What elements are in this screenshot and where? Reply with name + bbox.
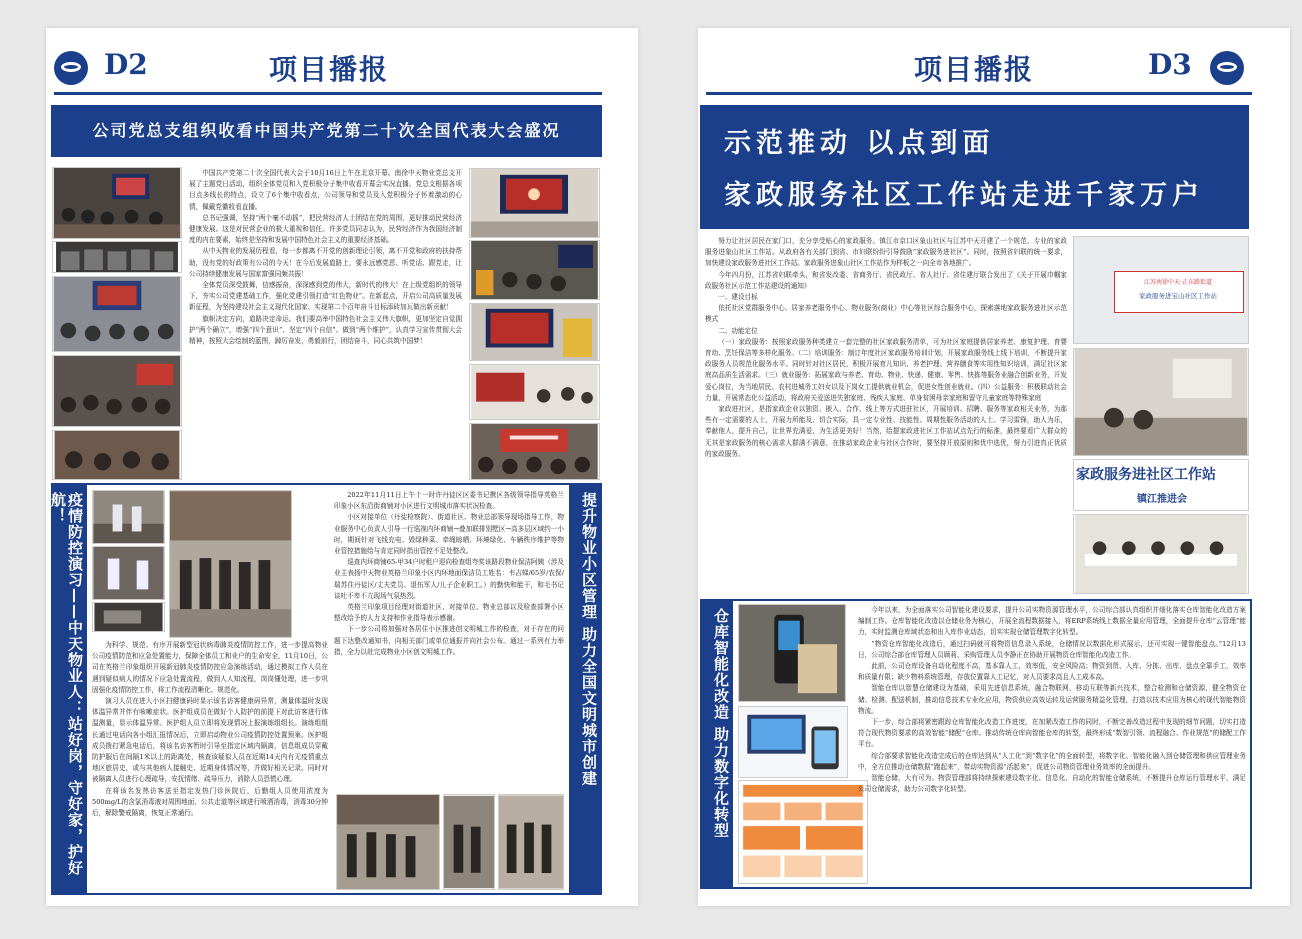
- paragraph: 在将该名发热访客送至指定发热门诊医院后，后勤组人员使用浓度为500mg/L的含氯消毒液对周围地面、公共走道等区域进行喷洒消毒，消毒30分钟后，解除警戒隔离，恢复正常通行。: [92, 786, 328, 818]
- paragraph: 一、建设目标: [718, 293, 758, 302]
- inspection-photo-1: [169, 490, 292, 638]
- drill-photo-2: [92, 546, 165, 600]
- article-warehouse: [858, 605, 1246, 885]
- headline-line-2: 家政服务社区工作站走进千家万户: [724, 180, 1204, 211]
- paragraph: 巡查内环商铺65-甲34户时租户迎向检查组夸奖该路段物业保洁阿姨（涉及业主表扬中天物业英格兰印象小区内环地面保洁员工姓名：韦吉娣/65岁/农保/瑞苏住丹徒区/丈夫党员、退伍军人/儿子企业职工。）的勤快和能干，和毛书记谈吐不卑不亢现场气氛热烈。: [334, 558, 564, 600]
- paragraph: 中国共产党第二十次全国代表大会于10月16日上午在北京开幕。南徐中天物业党总支开展了主题党日活动，组织全体党员和入党积极分子集中收看开幕会实况直播。党总支根据各项目点多线长的特点，设立了6个集中收看点，公司领导和党员及入党积极分子怀着激动的心情，佩戴党徽收看直播。: [189, 169, 462, 211]
- paragraph: 从中天物业的发展历程看，每一步都离不开党的创新理论引领，离不开党和政府的扶持帮助，没有党的好政策有公司的今天！在今后发展道路上，要永远感党恩、听党话、跟党走，让公司持续健康发展与国家富强同频共振！: [189, 247, 462, 278]
- paragraph: 旗帜决定方向，道路决定命运。我们要高举中国特色社会主义伟大旗帜，更加坚定自觉拥护“两个确立”，增强“四个意识”、坚定“四个自信”、做到“两个维护”，认真学习宣传贯彻大会精神，按照大会绘制的蓝图，踔厉奋发，勇毅前行，团结奋斗，同心共筑中国梦！: [189, 314, 462, 346]
- paragraph: 二、功能定位: [718, 326, 758, 335]
- broadcast-photo: [469, 168, 600, 238]
- office-photo: [1073, 348, 1249, 456]
- paragraph: 依托社区党群服务中心、居家养老服务中心、物业服务(商业）中心等社区综合服务中心，探索落地家政服务进社区示范模式: [705, 304, 1067, 324]
- paragraph: 努力让社区居民在家门口，充分享受贴心的家政服务。镇江市京口区象山社区与江苏中天开建了一个规范、专业的家政服务进象山社区工作站。从政府各有关部门到省、市妇联纷纷引导鼓励“家政服务进社区”。同时，按照省妇联的统一要求，加快建设家政服务进社区工作站。家政服务进象山社区工作站作为样板之一向全市各地推广。: [705, 237, 1067, 268]
- sign-line-2: 家政服务进宝山社区工作站: [1139, 292, 1217, 300]
- photo-banner: [1073, 459, 1249, 511]
- meeting-photo-5: [52, 430, 182, 480]
- paragraph: 今年四月份，江苏省妇联牵头，和省发改委、省商务厅、省民政厅、省人社厅、省住建厅联合发出了《关于开展巾帼家政服务社区示范工作站建设的通知》: [705, 270, 1067, 290]
- headline-banner: [700, 105, 1249, 229]
- paragraph: 下一步公司将加强对各居住小区推进创文明城工作的检查，对于存在的问题下达整改通知书，向相关部门或单位通报并向社会公布。通过一系列有力举措，全力以赴完成物业小区创文明城工作。: [334, 625, 564, 656]
- meeting-photo-4: [52, 355, 182, 427]
- paragraph: 演习人员在进入小区扫健康码时显示该名访客健康码异常，测量体温时发现体温异常并伴有咳嗽症状。医护组成员在做好个人防护的前提下对此访客进行体温测量，显示体温异常。医护组人员立即将发现情况上报演练组组长。演练组组长通过电话向各小组汇报情况后，立即启动物业公司疫情防控处置预案。医护组成员拨打紧急电话后，将该名访客暂时引导至指定区域内隔离，信息组成员穿戴防护服后在间隔1米以上的距离处，核查该疑似人员在近期14天内有无疫情重点地区旅居史，或与其他病人接触史、近期身体情况等，并做好相关记录。同时对被隔离人员进行心理疏导，安抚情绪、疏导压力，消除人员恐慌心理。: [92, 697, 328, 784]
- scanner-photo: [738, 604, 846, 702]
- photo-banner-title: 家政服务进社区工作站: [1076, 467, 1216, 483]
- header-rule: [706, 92, 1252, 95]
- workstation-sign-photo: [1073, 236, 1249, 344]
- section-title: 项目播报: [914, 53, 1035, 86]
- left-page: [46, 28, 638, 906]
- section-title: 项目播报: [269, 53, 390, 86]
- headline-line-1: 示范推动 以点到面: [724, 128, 995, 159]
- paragraph: 此前，公司仓库设备自动化程度不高，基本靠人工，效率低，安全风险高；物资到货、入库、分拣、出库、盘点全靠手工，效率和质量有限；缺少物料系统管理，存放位置靠人工记忆，对人员要求高且人工成本高。: [858, 662, 1246, 682]
- paragraph: 综合部要求智能化改造完成后的仓库达到从“人工化”到“数字化”的全面转型，将数字化、智能化融入到仓储管理和供应管理业务中，全方位推动仓储数据“跑起来”，带动实物资源“活起来”，促进公司物资管理业务效率的全面提升。: [858, 751, 1246, 771]
- paragraph: 智能仓库以智慧仓储建设为基础，采用先进信息系统，融合物联网、移动互联等新兴技术，整合检测和仓储资源，健全物资仓储、检测、配送机制，推动信息技术专业化应用，物资供应高效运转及运营服务精益化管理，打造以技术应用为核心的现代智能物资物流。: [858, 684, 1246, 715]
- company-logo-icon: [1210, 51, 1244, 85]
- paragraph: 为科学、规范、有序开展新型冠状病毒肺炎疫情防控工作，进一步提高物业公司疫情防范和应急处置能力，保障全体员工和业户的生命安全，11月10日，公司在英格兰印象组织开展新冠肺炎疫情防控应急演练活动，通过模拟工作人员在遇到疑似病人的情况下应急处置流程，做到人人知流程，岗岗懂处理，进一步巩固强化疫情防控工作，将工作流程清晰化、规范化。: [92, 641, 328, 694]
- paragraph: 小区对接单位（丹徒检察院）、街道社区、物业总部领导现场指导工作，物业服务中心负责人引导一行巡视内环商铺→叠加联排别墅区→高多层区域约一小时，期间针对飞线充电、毁绿种菜、牵绳晾晒、环境绿化、车辆秩序维护等物业管控措施给与肯定同时指出管控不足处整改。: [334, 513, 564, 556]
- paragraph: 家政进社区，是指家政企业以独资、嵌入、合作、线上等方式进驻社区，开展培训、招聘、服务等家政相关业务，为那些有一定需要的人士，开展力所能及、切合实际，具一定专业性、技能性、周期性服务活动的人士。学习雷锋，助人为乐，奉献他人，提升自己，让世界充满爱，为生活更美好！当然，给提家政进社区工作站试点先行的标准，最终要看广大群众的无其是家政服务的核心需求人群满不满意，在推动家政企业与社区合作时，要坚持开放原则和优中选优，努力引进真正优质的家政服务。: [705, 405, 1067, 458]
- article-epidemic-drill: [92, 640, 328, 892]
- drill-photo-1: [92, 490, 165, 544]
- paragraph: 英格兰印象项目经理对街道社区、对接单位、物业总部以及检查部署小区整改给予的人力支持和作业指导表示感谢。: [334, 603, 564, 623]
- article-civilization-check: [334, 490, 564, 790]
- side-title-civilization: 提升物业小区管理 助力全国文明城市创建: [569, 484, 601, 894]
- tv-photo: [469, 303, 600, 361]
- drill-photo-3: [92, 602, 165, 632]
- page-header: [54, 48, 630, 88]
- paragraph: 智能仓储，大有可为。物资管理部将持续探索建设数字化、信息化、自动化的智能仓储系统，不断提升仓库运行管理水平，满足公司仓储需求，助力公司数字化转型。: [858, 774, 1246, 794]
- headline-banner: [51, 105, 602, 157]
- side-title-warehouse: 仓库智能化改造 助力数字化转型: [701, 600, 733, 888]
- dashboard-photo: [738, 706, 848, 778]
- paragraph: 全体党员深受鼓舞，信感振奋，深深感到党的伟大，新时代的伟大！在上级党组织的领导下，夯实公司党建基础工作，强化党建引领打造“红色物业”。在新起点，开启公司高质量发展新征程，为坚持建设社会主义现代化国家、实现第二个百年奋斗目标添砖加瓦做出新贡献！: [189, 281, 462, 312]
- inspection-photo-2: [336, 794, 440, 890]
- meeting-photo-1: [52, 167, 182, 239]
- watching-photo: [469, 240, 600, 300]
- headline: 公司党总支组织收看中国共产党第二十次全国代表大会盛况: [92, 121, 561, 140]
- outdoor-photo: [469, 364, 600, 420]
- page-number: D2: [104, 48, 148, 81]
- paragraph: （一）家政服务：按照家政服务种类建立一套完整的社区家政服务清单，可为社区家庭提供居家养老、康复护理、育婴育幼、烹饪保洁等多样化服务。（二）培训服务：制订年度社区家政服务培训计划，开展家政服务线上线下培训，不断提升家政服务人员规范化服务水平。同时针对社区居民，积极开展育儿知识、养老护理、营养膳食等实用性知识培训，满足社区家庭高品质生活需求。（三）就业服务：拓展家政与养老、育幼、物业、快递、健康、零售、快拣等服务业融合创新业务，开发爱心岗位，为当地居民、农村进城务工妇女以及下岗女工提供就业机会，促进女性创业就业。（四）公益服务：积极联动社会力量，开展常态化公益活动，将政府关爱送进失独家庭、残疾人家庭、单身贫困母亲家庭和留守儿童家庭等特殊家庭: [705, 337, 1067, 402]
- right-page: [698, 28, 1290, 906]
- inspection-photo-3: [443, 794, 495, 890]
- page-header: [698, 48, 1290, 88]
- photo-banner-subtitle: 镇江推进会: [1137, 494, 1187, 505]
- inspection-photo-4: [498, 794, 564, 890]
- paragraph: “物资仓库智能化改造后，通过扫码就可将物资信息录入系统，仓储情况以数据化形式展示，还可实现一键智能盘点。”12月13日，公司综合部仓库管理人员顾莉、采购管理人员李静正在协助开展物资仓库智能化改造工作。: [858, 639, 1246, 659]
- sign-line-1: 江苏南徐中天·正东路街道: [1144, 279, 1212, 286]
- paragraph: 下一步，综合部将紧密跟踪仓库智能化改造工作进度，在加紧改造工作的同时，不断完善改造过程中发现的细节问题，切实打造符合现代物资要求的高效智能“储配”仓库。推动传统仓库向智能仓库的转型，最终形成“数智引领、流程融合、作业规范”的储配工作平台。: [858, 718, 1246, 749]
- conference-photo: [1073, 514, 1249, 594]
- company-logo-icon: [54, 51, 88, 85]
- meeting-photo-2: [52, 241, 182, 273]
- paragraph: 2022年11月11日上午十一时许丹徒区区委书记携区各级领导指导英格兰印象小区东沿街商铺对小区进行文明城市落实状况检查。: [334, 491, 564, 511]
- header-rule: [54, 92, 602, 95]
- group-photo: [469, 423, 600, 480]
- article-party-congress: [189, 168, 462, 480]
- page-number: D3: [1148, 48, 1192, 81]
- meeting-photo-3: [52, 276, 182, 352]
- paragraph: 总书记强调，坚持“两个毫不动摇”，把民营经济人士团结在党的周围，更好推动民营经济健康发展。这是对民营企业的极大重视和信任。许多党员同志认为，民营经济作为我国经济制度的内在要素，始终是坚持和发展中国特色社会主义的重要经济基础。: [189, 213, 462, 245]
- paragraph: 今年以来，为全面落实公司智能化建设要求，提升公司实物资源管理水平，公司综合部认真组织并细化落实仓库智能化改造方案编制工作。仓库智能化改造以仓储业务为核心，开展全流程数据接入，将ERP系统线上数据全量应用管理，全面提升仓库“云管理”能力，实时监测仓库域状态和出入库作业动态，切实实现仓储管理数字化转型。: [858, 606, 1246, 637]
- side-title-epidemic: 疫情防控演习——中天物业人：站好岗，守好家，护好航！: [52, 484, 87, 894]
- article-housekeeping: [705, 236, 1067, 596]
- system-diagram: [738, 780, 868, 884]
